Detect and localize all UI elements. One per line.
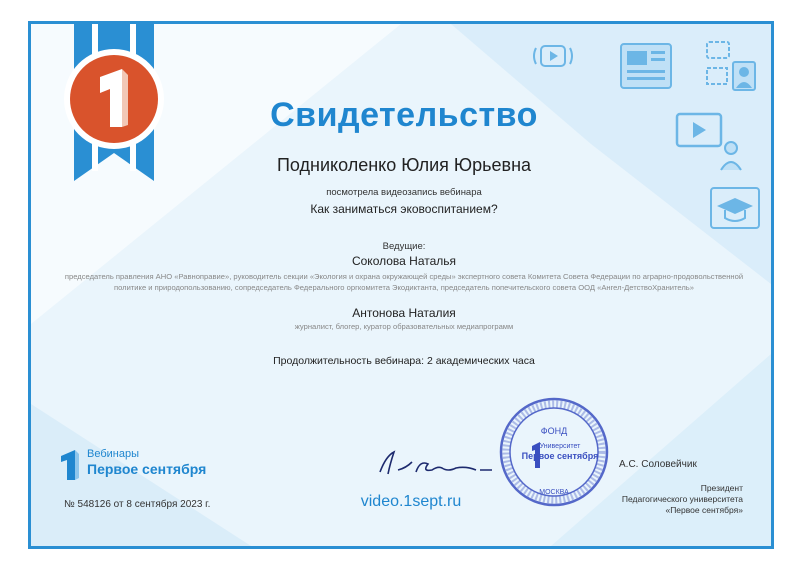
stamp-line2: Первое сентября <box>521 451 599 461</box>
certificate-title: Свидетельство <box>270 96 538 134</box>
signer-role-line2: Педагогического университета <box>621 494 743 504</box>
stamp-top-text: ФОНД <box>540 426 568 436</box>
signature-icon <box>376 442 496 482</box>
stamp-bottom-text: МОСКВА <box>539 489 569 496</box>
certificate-number: № 548126 от 8 сентября 2023 г. <box>64 499 211 510</box>
watched-text: посмотрела видеозапись вебинара <box>326 187 482 198</box>
website-link[interactable]: video.1sept.ru <box>360 493 462 510</box>
recipient-name: Подниколенко Юлия Юрьевна <box>276 155 532 175</box>
logo-badge-icon <box>59 450 81 480</box>
host-description: председатель правления АНО «Равноправие», руководитель секции «Экология и охрана окружающей среды» экспертного совета Комитета Совета Федерации по аграрно-продовольственной политике и природопользованию, сопредседатель Федерального оргкомитета Экодиктанта, председатель попечительского совета ООД «Ангел-ДетствоХранитель» <box>64 272 744 292</box>
hosts-label: Ведущие: <box>382 241 426 252</box>
video-play-icon <box>531 40 575 74</box>
signer-role-line3: «Первое сентября» <box>665 505 743 515</box>
stamp-line1: Университет <box>539 443 581 450</box>
host-name: Соколова Наталья <box>351 254 457 268</box>
signer-role-line1: Президент <box>700 483 743 493</box>
logo <box>87 448 206 477</box>
newspaper-icon <box>617 40 677 92</box>
video-call-icon <box>703 38 759 100</box>
host-name: Антонова Наталия <box>352 306 456 320</box>
logo-line1: Вебинары <box>87 448 139 460</box>
webinar-duration: Продолжительность вебинара: 2 академических часа <box>273 355 535 367</box>
stamp-icon <box>498 396 610 508</box>
host-description: журналист, блогер, куратор образовательных медиапрограмм <box>294 322 514 331</box>
certificate-frame <box>28 21 774 549</box>
logo-line2: Первое сентября <box>87 461 207 477</box>
signer-name: А.С. Соловейчик <box>619 459 697 470</box>
webinar-title: Как заниматься эковоспитанием? <box>310 202 498 216</box>
